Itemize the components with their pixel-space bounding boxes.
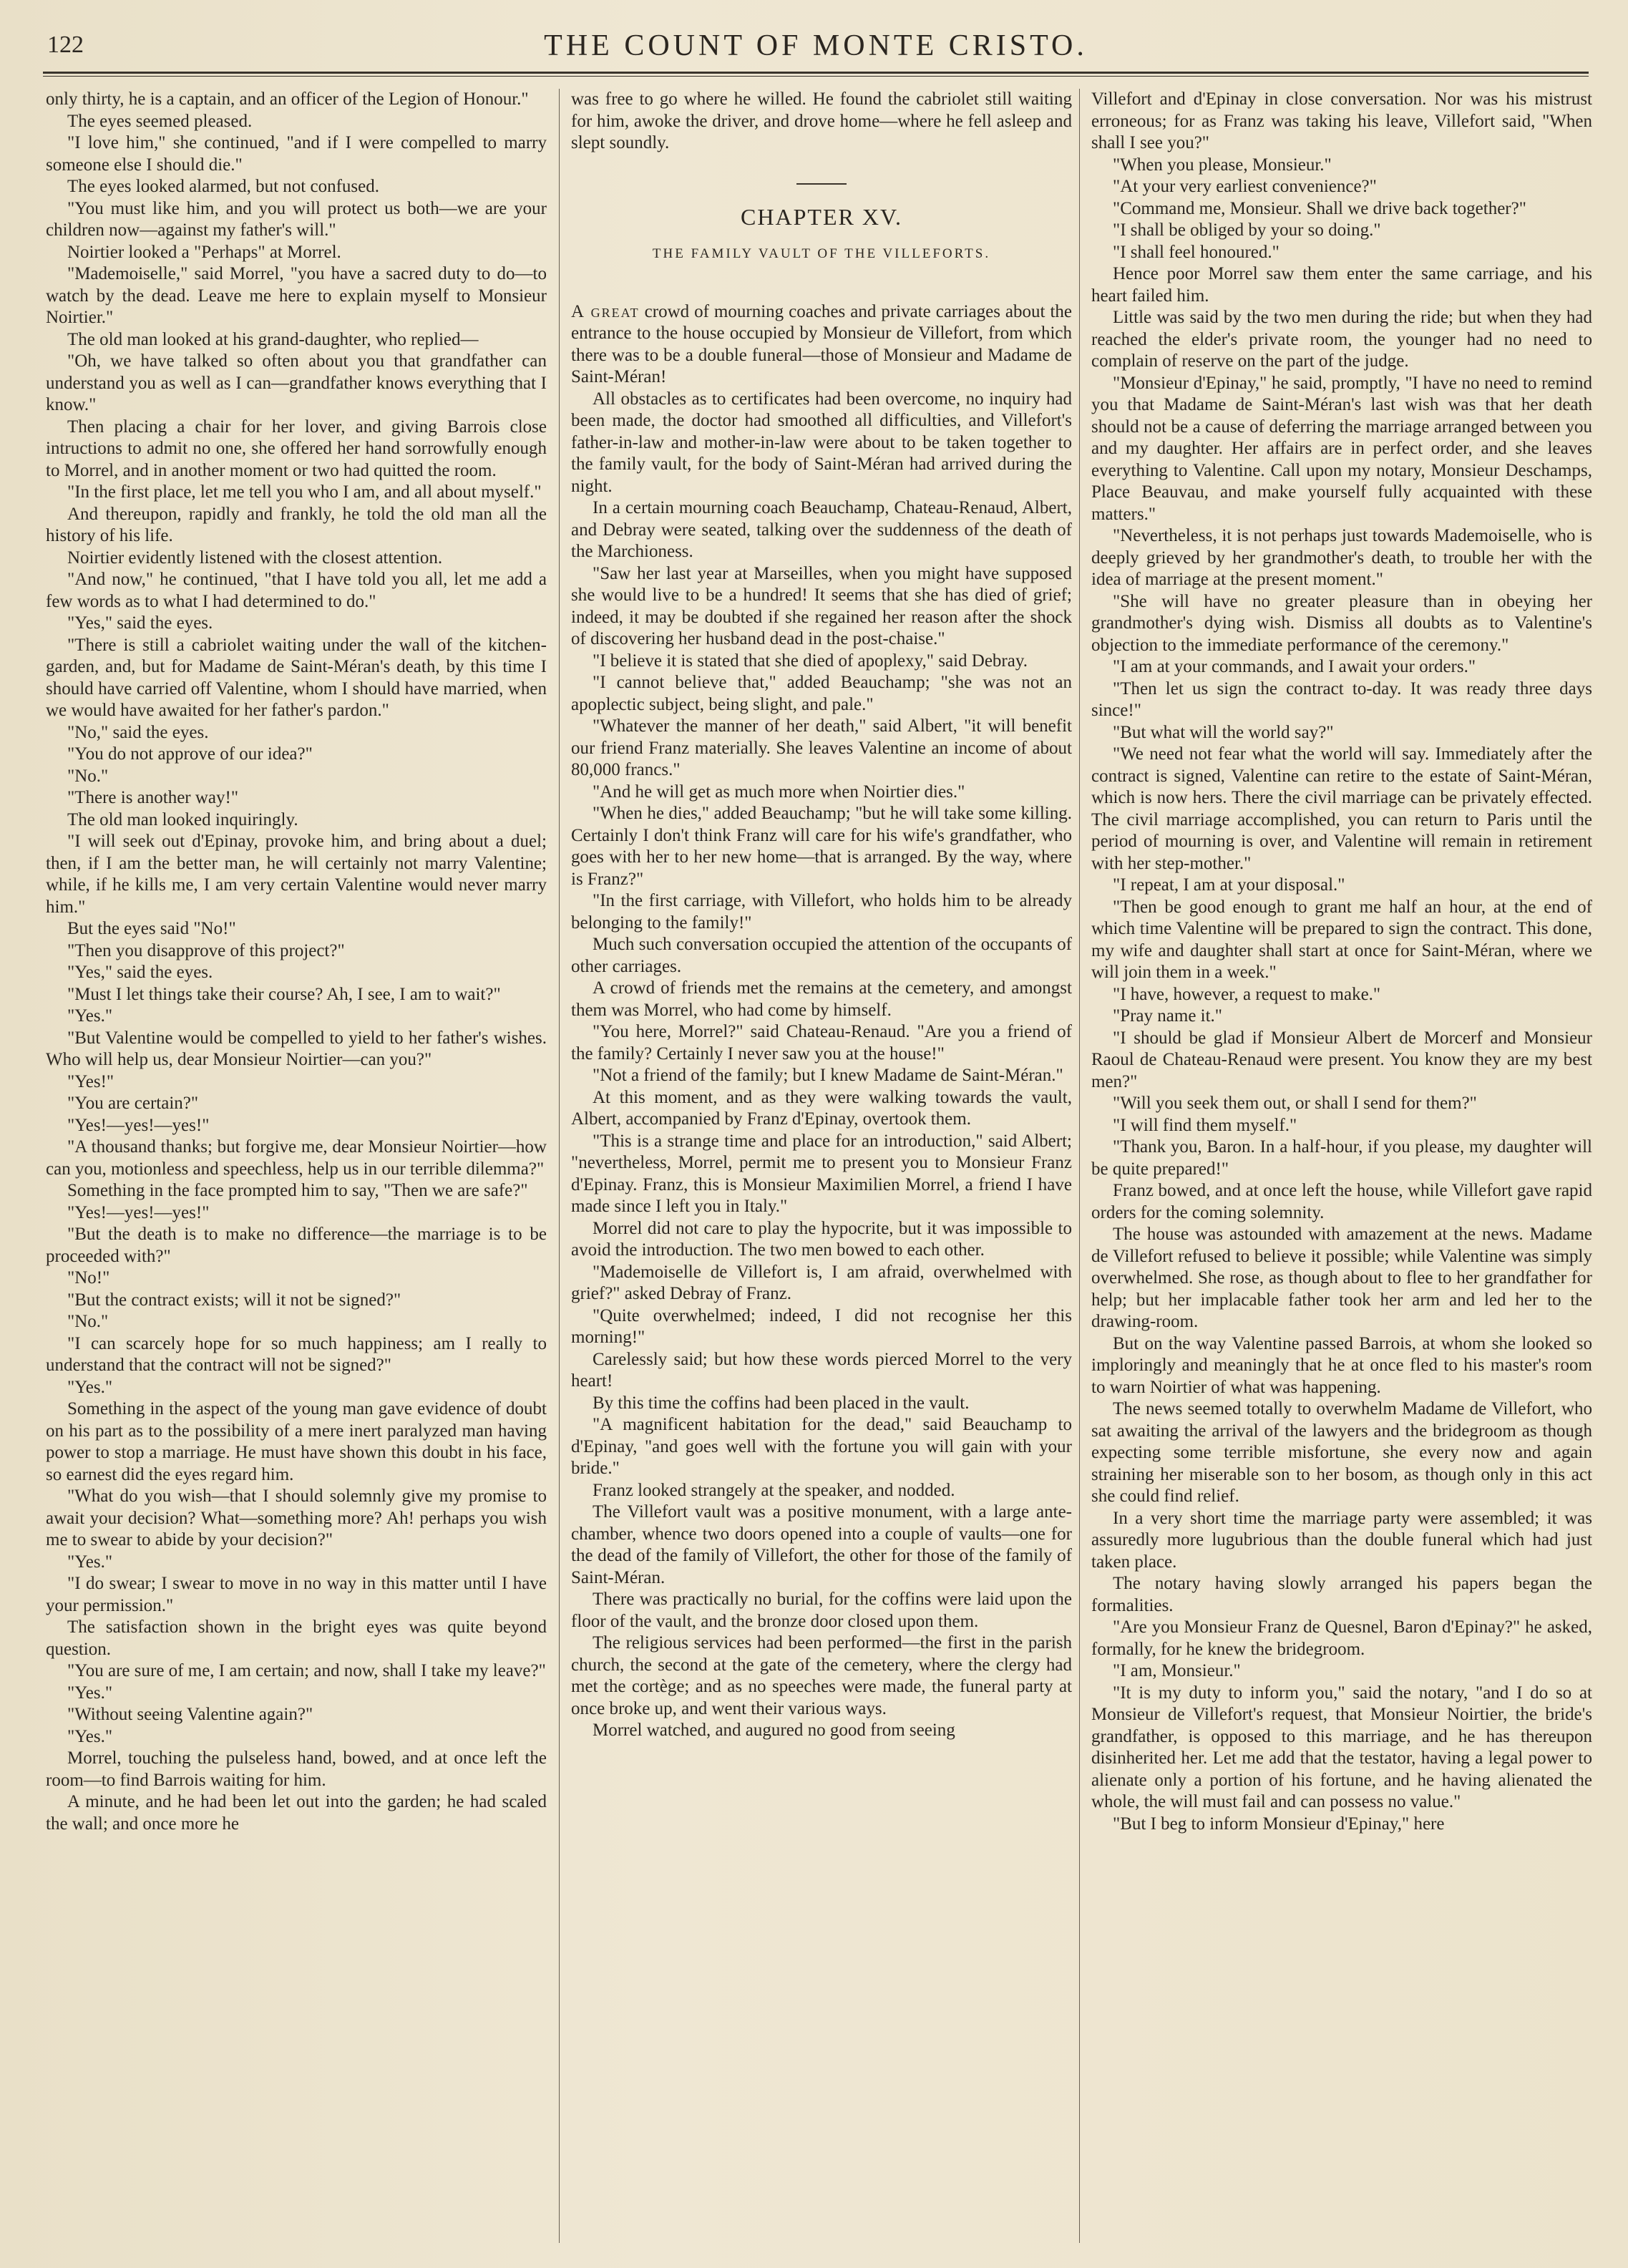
paragraph: "I love him," she continued, "and if I were compelled to marry someone else I should die." xyxy=(46,133,547,175)
paragraph: In a certain mourning coach Beauchamp, Chateau-Renaud, Albert, and Debray were seated, talking over the suddenness of the death of the Marchioness. xyxy=(571,498,1072,561)
paragraph: "No." xyxy=(67,766,109,786)
paragraph: "Oh, we have talked so often about you that grandfather can understand you as well as I can—grandfather knows everything that I know." xyxy=(46,351,547,414)
paragraph: Carelessly said; but how these words pierced Morrel to the very heart! xyxy=(571,1349,1072,1391)
paragraph: Hence poor Morrel saw them enter the same carriage, and his heart failed him. xyxy=(1091,264,1592,306)
column-3 xyxy=(1091,89,1592,2243)
paragraph: "No!" xyxy=(67,1268,110,1288)
paragraph: "And he will get as much more when Noirtier dies." xyxy=(593,782,965,802)
paragraph: "In the first place, let me tell you who I am, and all about myself." xyxy=(67,482,542,502)
paragraph: "Pray name it." xyxy=(1113,1006,1223,1026)
paragraph: "Thank you, Baron. In a half-hour, if you please, my daughter will be quite prepared!" xyxy=(1091,1137,1592,1179)
paragraph: "Yes!—yes!—yes!" xyxy=(67,1115,210,1135)
paragraph: "You are certain?" xyxy=(67,1094,199,1113)
paragraph: The old man looked at his grand-daughter, who replied— xyxy=(67,329,479,349)
opening-text: crowd of mourning coaches and private carriages about the entrance to the house occupied by Monsieur de Villefort, from which there was to be a double funeral—those of Monsieur and Madame de Saint-Méran! xyxy=(571,301,1072,386)
paragraph: "Quite overwhelmed; indeed, I did not recognise her this morning!" xyxy=(571,1305,1072,1347)
paragraph: "In the first carriage, with Villefort, who holds him to be already belonging to the family!" xyxy=(571,891,1072,933)
paragraph: "Yes." xyxy=(67,1683,113,1703)
paragraph: Villefort and d'Epinay in close conversation. Nor was his mistrust erroneous; for as Franz was taking his leave, Villefort said, "When shall I see you?" xyxy=(1091,89,1592,152)
page-number: 122 xyxy=(47,31,84,58)
running-title: THE COUNT OF MONTE CRISTO. xyxy=(544,29,1088,62)
paragraph: A crowd of friends met the remains at the cemetery, and amongst them was Morrel, who had come by himself. xyxy=(571,978,1072,1020)
paragraph: "Yes." xyxy=(67,1552,113,1572)
paragraph: "You must like him, and you will protect us both—we are your children now—against my father's will." xyxy=(46,198,547,240)
paragraph: Something in the aspect of the young man gave evidence of doubt on his part as to the possibility of a mere inert paralyzed man having power to stop a marriage. He must have shown this doubt in his face, so earnest did the eyes regard him. xyxy=(46,1399,547,1484)
paragraph: "But the contract exists; will it not be signed?" xyxy=(67,1290,401,1310)
chapter-heading: CHAPTER XV. xyxy=(741,203,902,230)
paragraph: "I repeat, I am at your disposal." xyxy=(1113,875,1345,895)
paragraph: "And now," he continued, "that I have told you all, let me add a few words as to what I had determined to do." xyxy=(46,570,547,611)
paragraph: A minute, and he had been let out into the garden; he had scaled the wall; and once more he xyxy=(46,1792,547,1834)
paragraph: "There is another way!" xyxy=(67,788,239,807)
paragraph: Morrel watched, and augured no good from seeing xyxy=(593,1721,955,1740)
chapter-opening-paragraph xyxy=(571,301,1072,389)
paragraph: only thirty, he is a captain, and an officer of the Legion of Honour." xyxy=(46,89,529,109)
paragraph: "When you please, Monsieur." xyxy=(1113,155,1332,175)
paragraph: Franz looked strangely at the speaker, and nodded. xyxy=(593,1480,955,1500)
paragraph: "She will have no greater pleasure than in obeying her grandmother's dying wish. Dismiss all doubts as to Valentine's objection to the immediate performance of the ceremony." xyxy=(1091,591,1592,655)
paragraph: "I do swear; I swear to move in no way in this matter until I have your permission." xyxy=(46,1574,547,1615)
paragraph: "Will you seek them out, or shall I send for them?" xyxy=(1113,1094,1477,1113)
paragraph: Noirtier evidently listened with the closest attention. xyxy=(67,547,443,568)
paragraph: The notary having slowly arranged his papers began the formalities. xyxy=(1091,1574,1592,1615)
paragraph: Morrel, touching the pulseless hand, bowed, and at once left the room—to find Barrois waiting for him. xyxy=(46,1748,547,1790)
paragraph: The satisfaction shown in the bright eyes was quite beyond question. xyxy=(46,1617,547,1659)
paragraph: "When he dies," added Beauchamp; "but he will take some killing. Certainly I don't think Franz will care for his wife's grandfather, who goes with her to her new home—that is arranged. By the way, where is Franz?" xyxy=(571,804,1072,889)
paragraph: "Must I let things take their course? Ah, I see, I am to wait?" xyxy=(67,984,501,1004)
paragraph: But the eyes said "No!" xyxy=(67,919,236,938)
chapter-divider xyxy=(796,183,847,185)
paragraph: Little was said by the two men during the ride; but when they had reached the elder's private room, the younger had no need to complain of reserve on the part of the judge. xyxy=(1091,308,1592,371)
column-2 xyxy=(571,89,1072,2243)
paragraph: "At your very earliest convenience?" xyxy=(1113,177,1377,196)
chapter-subtitle: THE FAMILY VAULT OF THE VILLEFORTS. xyxy=(652,246,991,261)
paragraph: "There is still a cabriolet waiting under the wall of the kitchen-garden, and, but for Madame de Saint-Méran's death, by this time I should have carried off Valentine, whom I should have married, when we would have awaited for her father's pardon." xyxy=(46,635,547,720)
paragraph: "A magnificent habitation for the dead," said Beauchamp to d'Epinay, "and goes well with the fortune you will gain with your bride." xyxy=(571,1415,1072,1478)
paragraph: But on the way Valentine passed Barrois, at whom she looked so imploringly and meaningly that he at once fled to his master's room to warn Noirtier of what was happening. xyxy=(1091,1333,1592,1397)
column-1 xyxy=(46,89,547,2243)
paragraph: "Mademoiselle de Villefort is, I am afraid, overwhelmed with grief?" asked Debray of Franz. xyxy=(571,1262,1072,1303)
paragraph: In a very short time the marriage party were assembled; it was assuredly more lugubrious than the double funeral which had just taken place. xyxy=(1091,1508,1592,1572)
paragraph: "I am at your commands, and I await your orders." xyxy=(1113,657,1476,676)
paragraph: At this moment, and as they were walking towards the vault, Albert, accompanied by Franz d'Epinay, overtook them. xyxy=(571,1087,1072,1129)
paragraph: "I cannot believe that," added Beauchamp; "she was not an apoplectic subject, being slight, and pale." xyxy=(571,673,1072,714)
paragraph: "Mademoiselle," said Morrel, "you have a sacred duty to do—to watch by the dead. Leave me here to explain myself to Monsieur Noirtier." xyxy=(46,264,547,327)
paragraph: "But what will the world say?" xyxy=(1113,722,1334,742)
paragraph: "A thousand thanks; but forgive me, dear Monsieur Noirtier—how can you, motionless and speechless, help us in our terrible dilemma?" xyxy=(46,1137,547,1179)
paragraph: "I should be glad if Monsieur Albert de Morcerf and Monsieur Raoul de Chateau-Renaud were present. You know they are my best men?" xyxy=(1091,1028,1592,1091)
paragraph: "I will find them myself." xyxy=(1113,1115,1297,1135)
paragraph: "Yes." xyxy=(67,1726,113,1746)
paragraph: "This is a strange time and place for an introduction," said Albert; "nevertheless, Morrel, permit me to present you to Monsieur Franz d'Epinay. Franz, this is Monsieur Maximilien Morrel, a friend I have made since I left you in Italy." xyxy=(571,1131,1072,1216)
paragraph: "But Valentine would be compelled to yield to her father's wishes. Who will help us, dear Monsieur Noirtier—can you?" xyxy=(46,1028,547,1069)
paragraph: "Saw her last year at Marseilles, when you might have supposed she would live to be a hundred! It seems that she has died of grief; indeed, it may be doubted if she regained her reason after the shock of discovering her husband dead in the post-chaise." xyxy=(571,563,1072,648)
paragraph: All obstacles as to certificates had been overcome, no inquiry had been made, the doctor had smoothed all difficulties, and Villefort's father-in-law and mother-in-law were about to be taken together to the family vault, for the body of Saint-Méran had arrived during the night. xyxy=(571,389,1072,496)
paragraph: The religious services had been performed—the first in the parish church, the second at the gate of the cemetery, where the clergy had met the cortège; and as no speeches were made, the funeral party at once broke up, and went their various ways. xyxy=(571,1633,1072,1718)
paragraph: "I shall feel honoured." xyxy=(1113,242,1280,262)
paragraph: Something in the face prompted him to say, "Then we are safe?" xyxy=(67,1181,528,1200)
paragraph: "Yes." xyxy=(67,1006,113,1026)
header-rule xyxy=(43,72,1589,77)
paragraph: "Nevertheless, it is not perhaps just towards Mademoiselle, who is deeply grieved by her grandmother's death, to trouble her with the idea of marriage at the present moment." xyxy=(1091,526,1592,589)
paragraph: "Then be good enough to grant me half an hour, at the end of which time Valentine will be prepared to sign the contract. This done, my wife and daughter shall start at once for Saint-Méran, where we will join them in a week." xyxy=(1091,897,1592,982)
paragraph: By this time the coffins had been placed in the vault. xyxy=(593,1393,970,1413)
paragraph: "You here, Morrel?" said Chateau-Renaud. "Are you a friend of the family? Certainly I never saw you at the house!" xyxy=(571,1022,1072,1064)
paragraph: "We need not fear what the world will say. Immediately after the contract is signed, Valentine can retire to the estate of Saint-Méran, which is now hers. There the civil marriage can be privately effected. The civil marriage accomplished, you can return to Paris until the period of mourning is over, and Valentine will remain in retirement with her step-mother." xyxy=(1091,744,1592,873)
paragraph: There was practically no burial, for the coffins were laid upon the floor of the vault, and the bronze door closed upon them. xyxy=(571,1590,1072,1631)
paragraph: "What do you wish—that I should solemnly give my promise to await your decision? What—something more? Ah! perhaps you wish me to swear to abide by your decision?" xyxy=(46,1486,547,1549)
paragraph: "Yes." xyxy=(67,1377,113,1397)
paragraph: "But the death is to make no difference—the marriage is to be proceeded with?" xyxy=(46,1225,547,1266)
paragraph: The eyes looked alarmed, but not confused. xyxy=(67,177,379,196)
paragraph: "I will seek out d'Epinay, provoke him, and bring about a duel; then, if I am the better man, he will certainly not marry Valentine; while, if he kills me, I am very certain Valentine would never marry him." xyxy=(46,832,547,917)
paragraph: "Not a friend of the family; but I knew Madame de Saint-Méran." xyxy=(593,1066,1063,1085)
page-header xyxy=(43,29,1589,64)
paragraph: "Are you Monsieur Franz de Quesnel, Baron d'Epinay?" he asked, formally, for he knew the bridegroom. xyxy=(1091,1617,1592,1659)
paragraph: "Yes!" xyxy=(67,1071,114,1091)
paragraph: "Then you disapprove of this project?" xyxy=(67,940,345,960)
paragraph: "Monsieur d'Epinay," he said, promptly, "I have no need to remind you that Madame de Saint-Méran's last wish was that her death should not be a cause of deferring the marriage arranged between you and my daughter. Her affairs are in perfect order, and she leaves everything to Valentine. Call upon my notary, Monsieur Deschamps, Place Beauvau, and make yourself fully acquainted with these matters." xyxy=(1091,373,1592,524)
column-2-pre-chapter xyxy=(571,89,1072,155)
paragraph: "Yes!—yes!—yes!" xyxy=(67,1202,210,1222)
paragraph: Much such conversation occupied the attention of the occupants of other carriages. xyxy=(571,935,1072,976)
paragraph: "I shall be obliged by your so doing." xyxy=(1113,220,1381,240)
paragraph: The house was astounded with amazement at the news. Madame de Villefort refused to believe it possible; while Valentine was simply overwhelmed. She rose, as though about to flee to her grandfather for help; but her implacable father took her arm and led her to the drawing-room. xyxy=(1091,1225,1592,1331)
paragraph: "Without seeing Valentine again?" xyxy=(67,1705,313,1724)
paragraph: was free to go where he willed. He found the cabriolet still waiting for him, awoke the driver, and drove home—where he fell asleep and slept soundly. xyxy=(571,89,1072,152)
paragraph: "I have, however, a request to make." xyxy=(1113,984,1381,1004)
paragraph: "Yes," said the eyes. xyxy=(67,613,213,633)
paragraph: "Then let us sign the contract to-day. It was ready three days since!" xyxy=(1091,678,1592,720)
paragraph: "Whatever the manner of her death," said Albert, "it will benefit our friend Franz materially. She leaves Valentine an income of about 80,000 francs." xyxy=(571,716,1072,779)
paragraph: Franz bowed, and at once left the house, while Villefort gave rapid orders for the coming solemnity. xyxy=(1091,1181,1592,1222)
paragraph: The eyes seemed pleased. xyxy=(67,111,253,131)
paragraph: The Villefort vault was a positive monument, with a large ante-chamber, whence two doors opened into a couple of vaults—one for the dead of the family of Villefort, the other for those of the family of Saint-Méran. xyxy=(571,1502,1072,1587)
paragraph: Morrel did not care to play the hypocrite, but it was impossible to avoid the introduction. The two men bowed to each other. xyxy=(571,1218,1072,1260)
paragraph: "I can scarcely hope for so much happiness; am I really to understand that the contract will not be signed?" xyxy=(46,1333,547,1375)
paragraph: "But I beg to inform Monsieur d'Epinay," here xyxy=(1113,1814,1445,1834)
column-divider-1 xyxy=(559,89,560,2243)
paragraph: Then placing a chair for her lover, and giving Barrois close intructions to admit no one, she offered her hand sorrowfully enough to Morrel, and in another moment or two had quitted the room. xyxy=(46,417,547,480)
paragraph: "Command me, Monsieur. Shall we drive back together?" xyxy=(1113,198,1526,218)
paragraph: "You do not approve of our idea?" xyxy=(67,744,313,764)
opening-smallcaps: A great xyxy=(571,301,640,321)
paragraph: "It is my duty to inform you," said the notary, "and I do so at Monsieur de Villefort's request, that Monsieur Noirtier, the bride's grandfather, is opposed to this marriage, and he has thereupon disinherited her. Let me add that the testator, having a legal power to alienate only a portion of his fortune, and he having alienated the whole, the will must fail and can possess no value." xyxy=(1091,1683,1592,1811)
paragraph: "No," said the eyes. xyxy=(67,722,209,742)
paragraph: The news seemed totally to overwhelm Madame de Villefort, who sat awaiting the arrival of the lawyers and the bridegroom as though expecting some terrible misfortune, she every now and again straining her miserable son to her bosom, as though only in this act she could find relief. xyxy=(1091,1399,1592,1506)
paragraph: "You are sure of me, I am certain; and now, shall I take my leave?" xyxy=(67,1661,546,1680)
paragraph: And thereupon, rapidly and frankly, he told the old man all the history of his life. xyxy=(46,504,547,545)
column-2-chapter-body xyxy=(571,389,1072,1742)
paragraph: "No." xyxy=(67,1312,109,1331)
column-divider-2 xyxy=(1079,89,1080,2243)
paragraph: "I believe it is stated that she died of apoplexy," said Debray. xyxy=(593,651,1028,671)
paragraph: "I am, Monsieur." xyxy=(1113,1661,1241,1680)
paragraph: The old man looked inquiringly. xyxy=(67,809,298,829)
paragraph: "Yes," said the eyes. xyxy=(67,963,213,982)
paragraph: Noirtier looked a "Perhaps" at Morrel. xyxy=(67,242,341,262)
